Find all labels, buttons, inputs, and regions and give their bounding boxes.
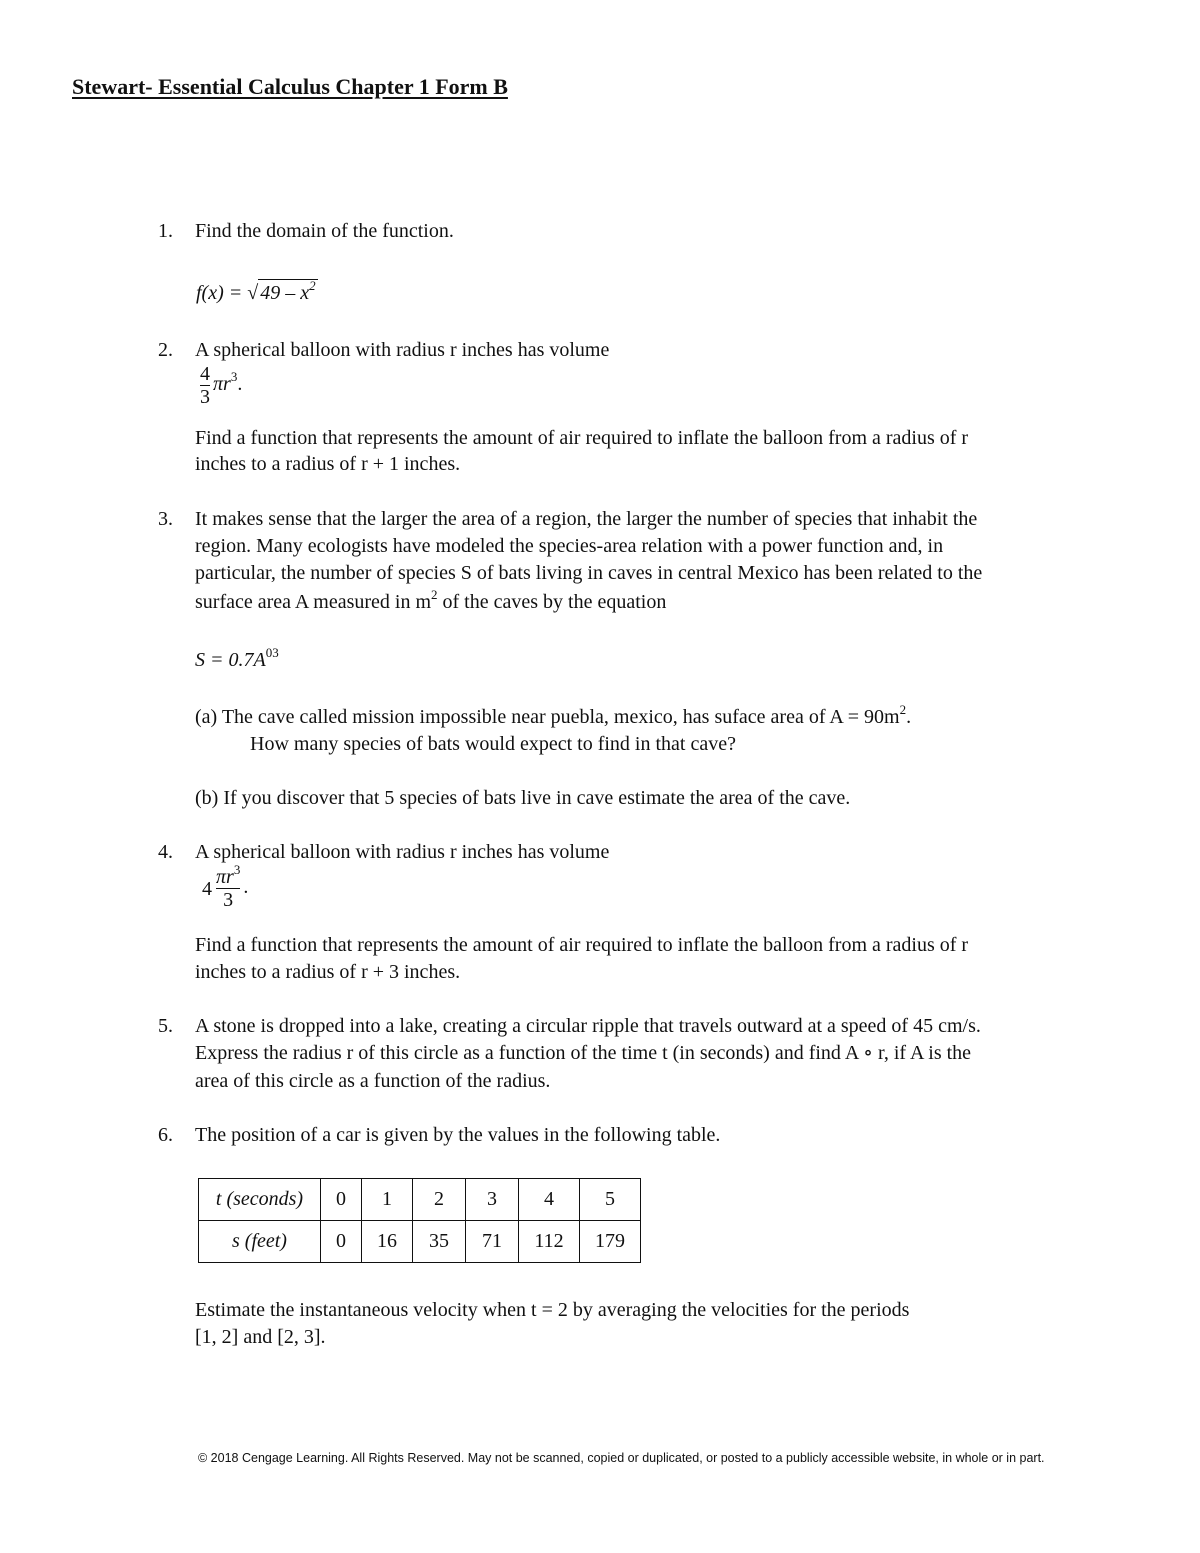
question-4-text: A spherical balloon with radius r inches has volume <box>195 841 610 863</box>
question-3b-line: (b) If you discover that 5 species of bats live in cave estimate the area of the cave. <box>195 787 851 809</box>
table-cell: 71 <box>466 1221 519 1263</box>
table-cell: 35 <box>413 1221 466 1263</box>
position-table <box>198 1178 641 1263</box>
volume-fraction: $\frac{\pi r^3}{3}$ <box>216 862 241 911</box>
question-1-formula <box>196 279 318 306</box>
question-5-line-2: Express the radius r of this circle as a function of the time t (in seconds) and find A ∘ r, if A is the <box>195 1042 972 1064</box>
table-row-position <box>199 1221 641 1263</box>
question-5-line-3: area of this circle as a function of the radius. <box>195 1070 551 1092</box>
question-6-text: The position of a car is given by the values in the following table. <box>195 1124 721 1146</box>
table-row-time <box>199 1179 641 1221</box>
question-3-equation: $S = 0.7A^{03}$ <box>195 645 279 671</box>
question-3a-line-2: How many species of bats would expect to find in that cave? <box>250 733 736 755</box>
table-cell: 5 <box>580 1179 641 1221</box>
question-1-text: Find the domain of the function. <box>195 220 454 242</box>
question-5-line-1: A stone is dropped into a lake, creating a circular ripple that travels outward at a speed of 45 cm/s. <box>195 1015 981 1037</box>
question-3-line-4: surface area A measured in $m^2$ of the caves by the equation <box>195 587 667 613</box>
sqrt-symbol: √ <box>247 282 259 304</box>
question-4-line-1: Find a function that represents the amount of air required to inflate the balloon from a radius of r <box>195 934 969 956</box>
question-4-volume: 4 $\frac{\pi r^3}{3}$ . <box>202 862 249 911</box>
table-cell: 4 <box>519 1179 580 1221</box>
copyright-footer: © 2018 Cengage Learning. All Rights Reserved. May not be scanned, copied or duplicated, or posted to a publicly accessible website, in whole or in part. <box>198 1451 1045 1465</box>
table-cell: 0 <box>321 1179 362 1221</box>
table-cell: 16 <box>362 1221 413 1263</box>
question-1-number: 1. <box>158 220 173 242</box>
question-2-number: 2. <box>158 339 173 361</box>
question-6-estimate-line-2: [1, 2] and [2, 3]. <box>195 1326 326 1348</box>
table-cell: 112 <box>519 1221 580 1263</box>
question-3-line-3: particular, the number of species S of bats living in caves in central Mexico has been related to the <box>195 562 983 584</box>
table-cell: 0 <box>321 1221 362 1263</box>
formula-lhs: f(x) = <box>196 282 248 304</box>
radicand: $49 - x^2$ <box>260 278 316 304</box>
question-5-number: 5. <box>158 1015 173 1037</box>
question-6-estimate-line-1: Estimate the instantaneous velocity when t = 2 by averaging the velocities for the periods <box>195 1299 910 1321</box>
table-cell: 1 <box>362 1179 413 1221</box>
question-6-number: 6. <box>158 1124 173 1146</box>
question-3a-line-1: (a) The cave called mission impossible near puebla, mexico, has suface area of $A = 90m^2$. <box>195 702 912 728</box>
question-4-number: 4. <box>158 841 173 863</box>
table-cell: 3 <box>466 1179 519 1221</box>
question-2-line-2: inches to a radius of r + 1 inches. <box>195 453 461 475</box>
question-3-line-1: It makes sense that the larger the area of a region, the larger the number of species that inhabit the <box>195 508 978 530</box>
table-header-position: s (feet) <box>199 1221 321 1263</box>
question-4-line-2: inches to a radius of r + 3 inches. <box>195 961 461 983</box>
table-header-time: t (seconds) <box>199 1179 321 1221</box>
page-title: Stewart- Essential Calculus Chapter 1 Form B <box>72 74 508 99</box>
question-3-line-2: region. Many ecologists have modeled the species-area relation with a power function and, in <box>195 535 944 557</box>
question-3-number: 3. <box>158 508 173 530</box>
volume-fraction: $\frac{4}{3}$ <box>200 363 210 408</box>
question-2-volume: $\frac{4}{3}$ $\pi r^3$. <box>200 363 243 408</box>
question-2-text: A spherical balloon with radius r inches has volume <box>195 339 610 361</box>
table-cell: 179 <box>580 1221 641 1263</box>
table-cell: 2 <box>413 1179 466 1221</box>
question-2-line-1: Find a function that represents the amount of air required to inflate the balloon from a radius of r <box>195 427 969 449</box>
